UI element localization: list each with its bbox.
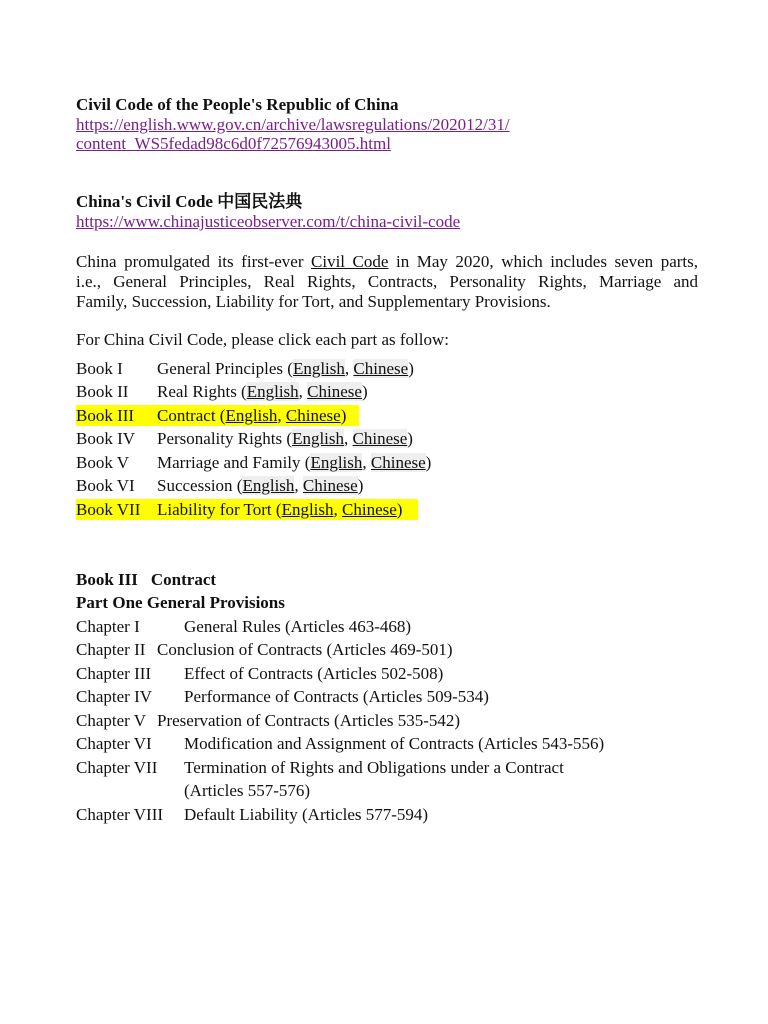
english-link[interactable]: English <box>242 476 295 495</box>
english-link[interactable]: English <box>281 500 334 519</box>
link-separator: , <box>362 453 371 472</box>
part-heading: Part One General Provisions <box>76 593 285 612</box>
contract-heading <box>76 570 216 590</box>
cjo-link[interactable]: https://www.chinajusticeobserver.com/t/china-civil-code <box>76 212 461 231</box>
book-row <box>76 452 436 473</box>
book-title-text: Marriage and Family ( <box>157 453 311 472</box>
english-link[interactable]: English <box>246 382 299 401</box>
book-title <box>157 358 414 379</box>
intro-line-1 <box>76 252 698 272</box>
chapter-title-continued: (Articles 557-576) <box>184 781 311 800</box>
book-title <box>157 475 363 496</box>
chinese-link[interactable]: Chinese <box>307 382 362 401</box>
follow-instruction: For China Civil Code, please click each part as follow: <box>76 330 449 349</box>
book-number: Book V <box>76 453 130 472</box>
link-separator: , <box>344 429 353 448</box>
link-separator: , <box>277 406 286 425</box>
chapter-title: Effect of Contracts (Articles 502-508) <box>184 664 444 683</box>
chinese-link[interactable]: Chinese <box>352 429 408 448</box>
intro-paragraph <box>76 252 698 312</box>
chinese-link[interactable]: Chinese <box>353 359 409 378</box>
book-title <box>157 381 368 402</box>
link-separator: , <box>298 382 308 401</box>
book-title-text: Succession ( <box>157 476 243 495</box>
chinese-link[interactable]: Chinese <box>370 453 426 472</box>
chapter-title: Conclusion of Contracts (Articles 469-501) <box>157 640 453 659</box>
english-link[interactable]: English <box>310 453 363 472</box>
chapter-number: Chapter II <box>76 640 146 659</box>
chapter-title: Termination of Rights and Obligations under a Contract <box>184 758 564 777</box>
chinese-link[interactable]: Chinese <box>342 500 397 519</box>
book-number: Book VII <box>76 500 141 519</box>
book-title <box>157 452 431 473</box>
book-number: Book I <box>76 359 123 378</box>
close-paren: ) <box>408 359 414 378</box>
chapter-number: Chapter I <box>76 617 140 636</box>
close-paren: ) <box>340 406 347 425</box>
book-title-text: Contract ( <box>157 406 226 425</box>
chapter-title: General Rules (Articles 463-468) <box>184 617 412 636</box>
close-paren: ) <box>425 453 432 472</box>
contract-book-title: Contract <box>150 570 217 589</box>
book-title-text: Personality Rights ( <box>157 429 293 448</box>
book-row <box>76 381 436 402</box>
chapter-title: Modification and Assignment of Contracts (Articles 543-556) <box>184 734 605 753</box>
document-title: Civil Code of the People's Republic of China <box>76 95 399 114</box>
close-paren: ) <box>361 382 368 401</box>
chapter-number: Chapter IV <box>76 687 153 706</box>
chapter-number: Chapter III <box>76 664 152 683</box>
book-row <box>76 428 436 449</box>
book-row <box>76 405 359 426</box>
book-title-text: General Principles ( <box>157 359 293 378</box>
chapter-number: Chapter V <box>76 711 147 730</box>
book-row <box>76 499 418 520</box>
chapter-number: Chapter VII <box>76 758 158 777</box>
section-title-civil-code: China's Civil Code 中国民法典 <box>76 192 303 211</box>
book-title <box>157 405 346 426</box>
intro-line-3: Family, Succession, Liability for Tort, and Supplementary Provisions. <box>76 292 551 311</box>
english-link[interactable]: English <box>225 406 278 425</box>
chapter-title: Preservation of Contracts (Articles 535-542) <box>157 711 461 730</box>
gov-link-line1[interactable]: https://english.www.gov.cn/archive/lawsregulations/202012/31/ <box>76 115 510 134</box>
intro-text: in May 2020, which includes seven parts, <box>388 252 698 271</box>
chapter-number: Chapter VI <box>76 734 152 753</box>
gov-link-line2[interactable]: content_WS5fedad98c6d0f72576943005.html <box>76 134 391 153</box>
chapter-title: Default Liability (Articles 577-594) <box>184 805 429 824</box>
contract-book-num: Book III <box>76 570 138 589</box>
book-title-text: Real Rights ( <box>157 382 247 401</box>
link-separator: , <box>344 359 354 378</box>
link-separator: , <box>294 476 303 495</box>
english-link[interactable]: English <box>292 359 345 378</box>
chinese-link[interactable]: Chinese <box>302 476 358 495</box>
english-link[interactable]: English <box>292 429 345 448</box>
close-paren: ) <box>357 476 364 495</box>
book-title-text: Liability for Tort ( <box>157 500 282 519</box>
link-separator: , <box>333 500 343 519</box>
close-paren: ) <box>407 429 413 448</box>
chinese-link[interactable]: Chinese <box>285 406 341 425</box>
intro-text: China promulgated its first-ever <box>76 252 312 271</box>
book-title <box>157 428 413 449</box>
chapter-number: Chapter VIII <box>76 805 164 824</box>
book-row <box>76 475 436 496</box>
intro-line-2: i.e., General Principles, Real Rights, Contracts, Personality Rights, Marriage and <box>76 272 698 291</box>
book-number: Book VI <box>76 476 135 495</box>
close-paren: ) <box>396 500 403 519</box>
book-row <box>76 358 436 379</box>
chapter-title: Performance of Contracts (Articles 509-534) <box>184 687 489 706</box>
civil-code-link[interactable]: Civil Code <box>311 252 389 271</box>
book-number: Book IV <box>76 429 136 448</box>
book-number: Book III <box>76 406 135 425</box>
book-title <box>157 499 402 520</box>
book-number: Book II <box>76 382 129 401</box>
